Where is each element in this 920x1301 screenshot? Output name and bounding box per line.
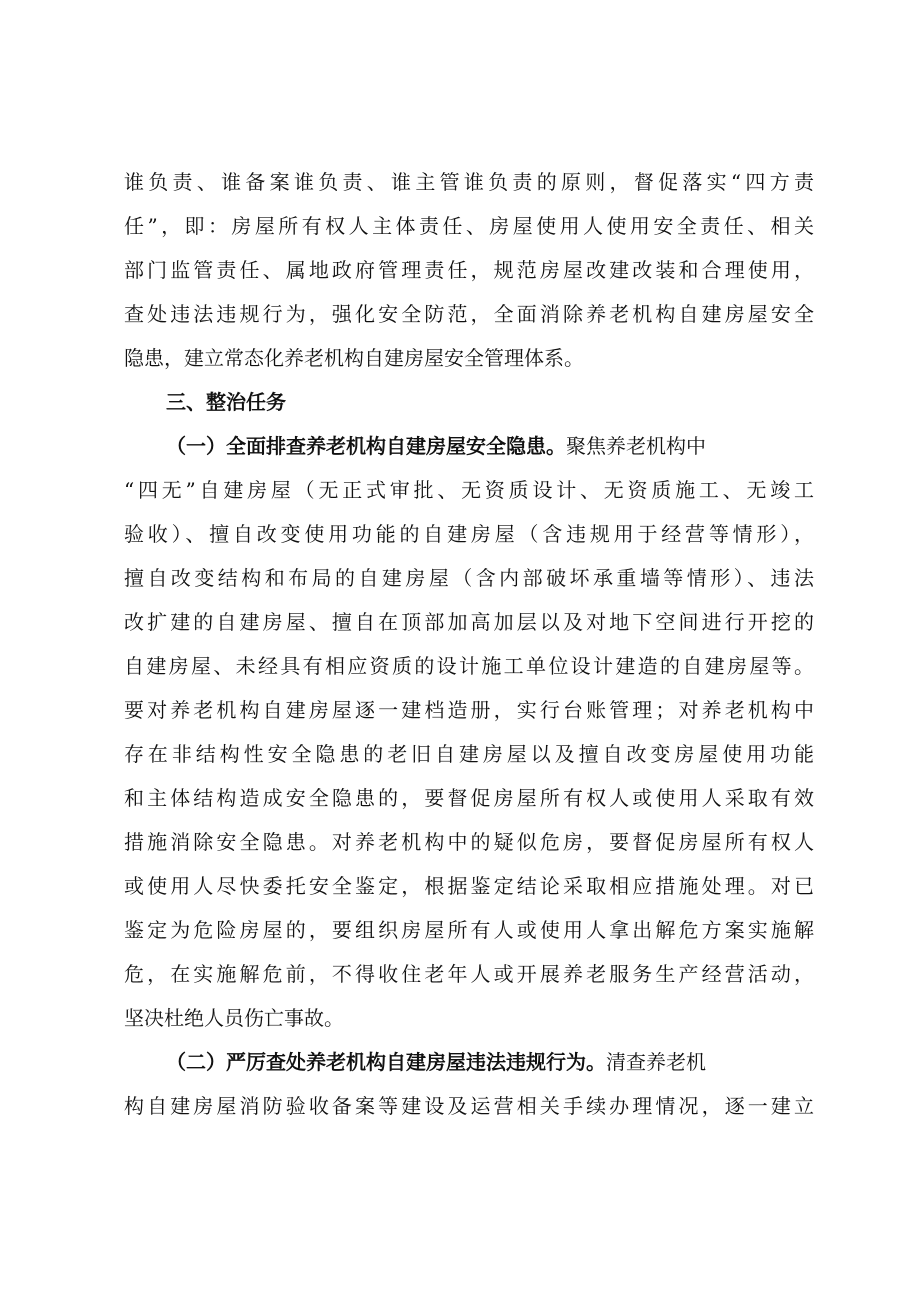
paragraph-line: 自建房屋、未经具有相应资质的设计施工单位设计建造的自建房屋等。 [124, 654, 814, 678]
subsection-first-line [166, 426, 814, 466]
paragraph-line: 擅自改变结构和布局的自建房屋（含内部破坏承重墙等情形）、违法 [124, 566, 814, 590]
subsection-title: （一）全面排查养老机构自建房屋安全隐患。 [166, 434, 566, 458]
paragraph-line: 和主体结构造成安全隐患的，要督促房屋所有权人或使用人采取有效 [124, 786, 814, 810]
paragraph-line: 要对养老机构自建房屋逐一建档造册，实行台账管理；对养老机构中 [124, 698, 814, 722]
subsection-text: 清查养老机 [606, 1050, 706, 1074]
paragraph-line: 存在非结构性安全隐患的老旧自建房屋以及擅自改变房屋使用功能 [124, 742, 814, 766]
section-heading: 三、整治任务 [166, 390, 286, 414]
paragraph-line: 措施消除安全隐患。对养老机构中的疑似危房，要督促房屋所有权人 [124, 830, 814, 854]
paragraph-line: “四无”自建房屋（无正式审批、无资质设计、无资质施工、无竣工 [124, 478, 814, 502]
paragraph-line: 任”，即：房屋所有权人主体责任、房屋使用人使用安全责任、相关 [124, 214, 814, 238]
paragraph-line: 改扩建的自建房屋、擅自在顶部加高加层以及对地下空间进行开挖的 [124, 610, 814, 634]
paragraph-line: 隐患，建立常态化养老机构自建房屋安全管理体系。 [124, 346, 584, 370]
paragraph-line: 验收）、擅自改变使用功能的自建房屋（含违规用于经营等情形）， [124, 522, 814, 546]
paragraph-line: 查处违法违规行为，强化安全防范，全面消除养老机构自建房屋安全 [124, 302, 814, 326]
paragraph-line: 构自建房屋消防验收备案等建设及运营相关手续办理情况，逐一建立 [124, 1094, 814, 1118]
paragraph-line: 部门监管责任、属地政府管理责任，规范房屋改建改装和合理使用， [124, 258, 814, 282]
paragraph-line: 坚决杜绝人员伤亡事故。 [124, 1006, 344, 1030]
paragraph-line: 危，在实施解危前，不得收住老年人或开展养老服务生产经营活动， [124, 962, 814, 986]
subsection-title: （二）严厉查处养老机构自建房屋违法违规行为。 [166, 1050, 606, 1074]
paragraph-line: 或使用人尽快委托安全鉴定，根据鉴定结论采取相应措施处理。对已 [124, 874, 814, 898]
subsection-text: 聚焦养老机构中 [566, 434, 706, 458]
paragraph-line: 谁负责、谁备案谁负责、谁主管谁负责的原则，督促落实“四方责 [124, 170, 814, 194]
subsection-first-line [166, 1042, 814, 1082]
paragraph-line: 鉴定为危险房屋的，要组织房屋所有人或使用人拿出解危方案实施解 [124, 918, 814, 942]
